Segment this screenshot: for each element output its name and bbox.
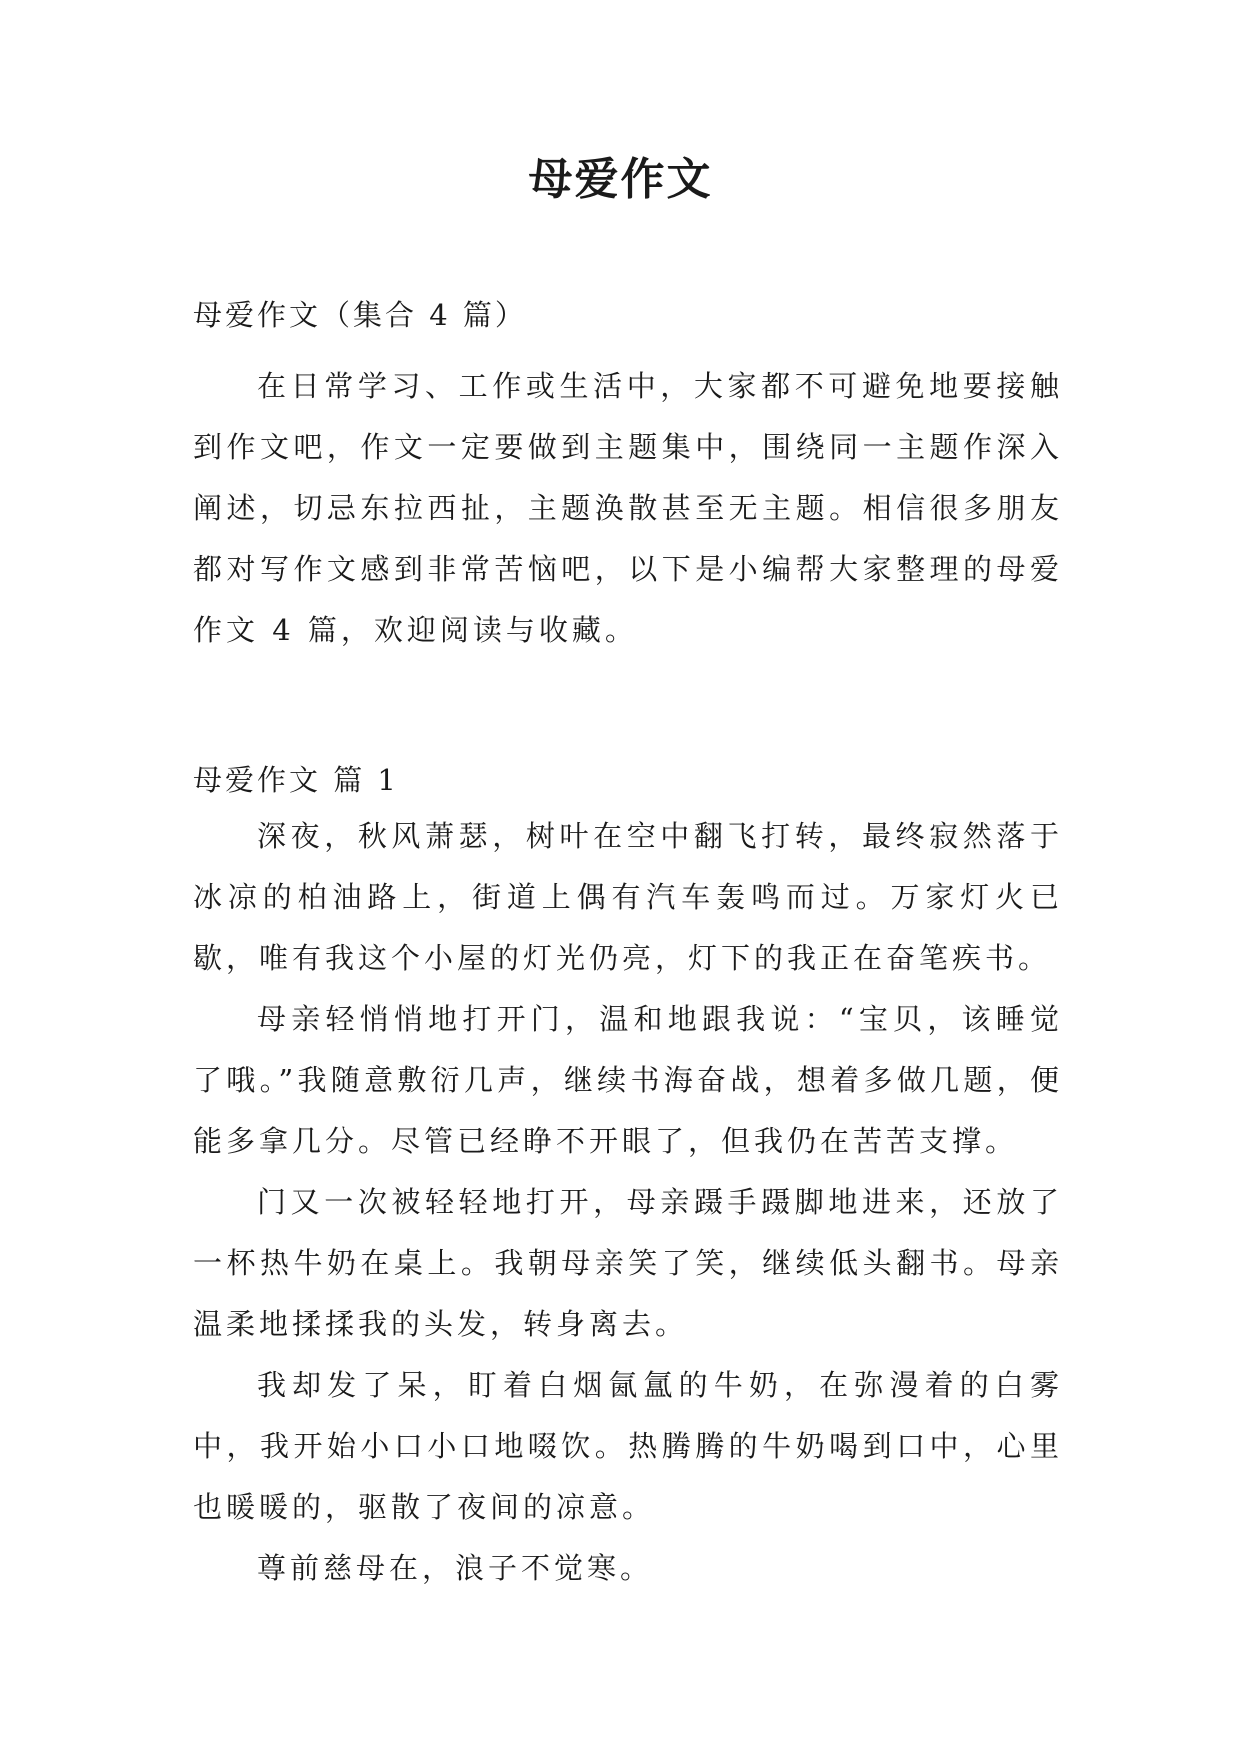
body-paragraph: 门又一次被轻轻地打开，母亲蹑手蹑脚地进来，还放了一杯热牛奶在桌上。我朝母亲笑了笑，继续低头翻书。母亲温柔地揉揉我的头发，转身离去。: [193, 1185, 1063, 1341]
body-paragraph: 我却发了呆，盯着白烟氤氲的牛奶，在弥漫着的白雾中，我开始小口小口地啜饮。热腾腾的牛奶喝到口中，心里也暖暖的，驱散了夜间的凉意。: [193, 1368, 1063, 1524]
section-heading: 母爱作文 篇 1: [193, 763, 399, 797]
intro-text: 在日常学习、工作或生活中，大家都不可避免地要接触到作文吧，作文一定要做到主题集中，围绕同一主题作深入阐述，切忌东拉西扯，主题涣散甚至无主题。相信很多朋友都对写作文感到非常苦恼吧，以下是小编帮大家整理的母爱作文 4 篇，欢迎阅读与收藏。: [193, 369, 1063, 647]
body-paragraph: 深夜，秋风萧瑟，树叶在空中翻飞打转，最终寂然落于冰凉的柏油路上，街道上偶有汽车轰鸣而过。万家灯火已歇，唯有我这个小屋的灯光仍亮，灯下的我正在奋笔疾书。: [193, 819, 1063, 975]
document-subtitle: 母爱作文（集合 4 篇）: [193, 298, 527, 332]
body-paragraph: 尊前慈母在，浪子不觉寒。: [257, 1551, 654, 1585]
intro-paragraph: [193, 356, 1063, 661]
body-paragraph: 母亲轻悄悄地打开门，温和地跟我说：“宝贝，该睡觉了哦。”我随意敷衍几声，继续书海奋战，想着多做几题，便能多拿几分。尽管已经睁不开眼了，但我仍在苦苦支撑。: [193, 1002, 1063, 1158]
section-body: [193, 806, 1063, 1599]
document-title: 母爱作文: [528, 154, 713, 205]
